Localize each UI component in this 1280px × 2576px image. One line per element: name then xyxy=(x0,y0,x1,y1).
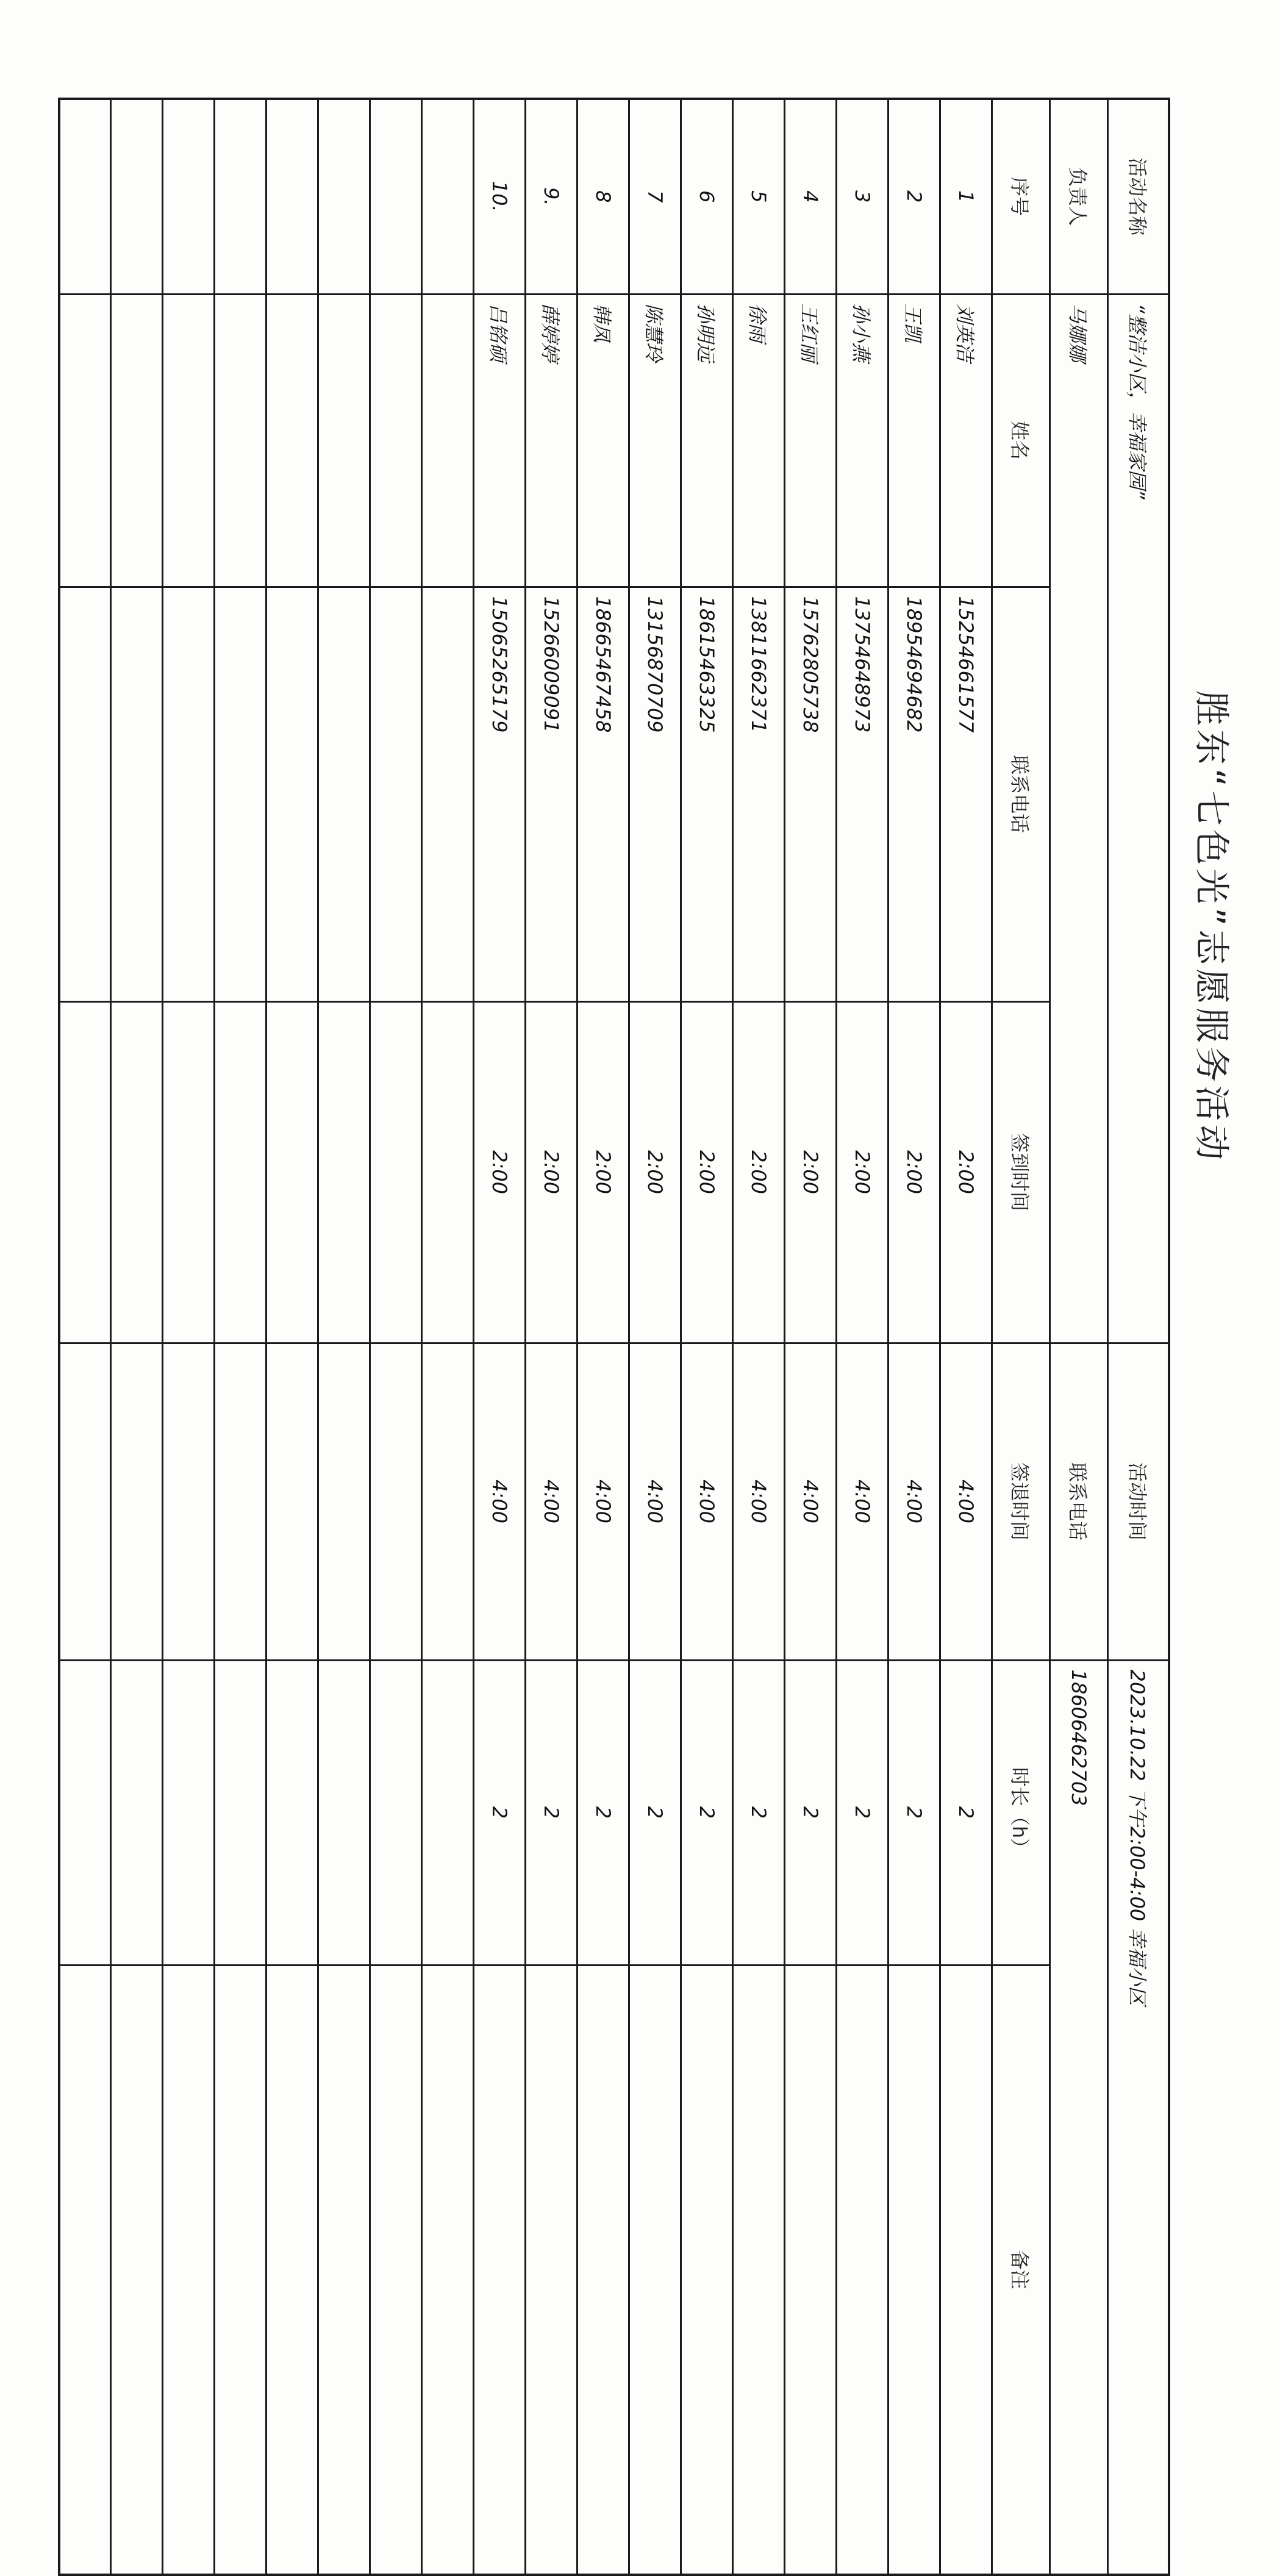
table-row xyxy=(940,99,992,2575)
remark xyxy=(526,1965,577,2575)
leader-label: 负责人 xyxy=(1050,99,1108,294)
signin-time: 2:00 xyxy=(837,1001,888,1343)
remark xyxy=(370,1965,422,2575)
participant-name xyxy=(111,294,163,587)
remark xyxy=(940,1965,992,2575)
row-number: 6 xyxy=(681,99,733,294)
table-row xyxy=(59,99,111,2575)
remark xyxy=(474,1965,526,2575)
row-number: 9. xyxy=(526,99,577,294)
duration-hours xyxy=(370,1660,422,1965)
participant-phone: 15762805738 xyxy=(785,587,837,1001)
col-header: 签到时间 xyxy=(992,1001,1050,1343)
table-row xyxy=(422,99,474,2575)
participant-phone: 15266009091 xyxy=(526,587,577,1001)
signout-time xyxy=(318,1343,370,1660)
participant-name: 刘英洁 xyxy=(940,294,992,587)
participant-name: 陈慧玲 xyxy=(629,294,681,587)
signout-time xyxy=(266,1343,318,1660)
signout-time: 4:00 xyxy=(474,1343,526,1660)
participant-name: 王凯 xyxy=(888,294,940,587)
participant-name xyxy=(370,294,422,587)
signin-time xyxy=(59,1001,111,1343)
signout-time: 4:00 xyxy=(629,1343,681,1660)
remark xyxy=(888,1965,940,2575)
signin-time: 2:00 xyxy=(940,1001,992,1343)
activity-name: “整洁小区，幸福家园” xyxy=(1108,294,1169,1343)
table-row xyxy=(526,99,577,2575)
info-row-activity xyxy=(1108,99,1169,2575)
signin-time xyxy=(422,1001,474,1343)
row-number xyxy=(163,99,215,294)
duration-hours xyxy=(163,1660,215,1965)
participant-name xyxy=(59,294,111,587)
remark xyxy=(111,1965,163,2575)
remark xyxy=(785,1965,837,2575)
table-row xyxy=(474,99,526,2575)
col-header: 签退时间 xyxy=(992,1343,1050,1660)
participant-phone: 18954694682 xyxy=(888,587,940,1001)
signin-time xyxy=(266,1001,318,1343)
row-number xyxy=(111,99,163,294)
participant-name: 薛婷婷 xyxy=(526,294,577,587)
table-row xyxy=(215,99,266,2575)
remark xyxy=(318,1965,370,2575)
participant-name xyxy=(422,294,474,587)
signout-time: 4:00 xyxy=(940,1343,992,1660)
remark xyxy=(837,1965,888,2575)
signin-time: 2:00 xyxy=(733,1001,785,1343)
signin-time xyxy=(370,1001,422,1343)
signout-time xyxy=(163,1343,215,1660)
row-number xyxy=(422,99,474,294)
participant-name: 韩凤 xyxy=(577,294,629,587)
participant-name xyxy=(266,294,318,587)
participant-phone xyxy=(370,587,422,1001)
signin-time: 2:00 xyxy=(888,1001,940,1343)
signin-time xyxy=(163,1001,215,1343)
participant-name: 吕铭硕 xyxy=(474,294,526,587)
participant-phone: 13156870709 xyxy=(629,587,681,1001)
participant-rows xyxy=(59,99,992,2575)
remark xyxy=(681,1965,733,2575)
remark xyxy=(629,1965,681,2575)
row-number xyxy=(318,99,370,294)
participant-phone xyxy=(111,587,163,1001)
volunteer-signin-sheet xyxy=(121,98,1232,2289)
col-header: 联系电话 xyxy=(992,587,1050,1001)
row-number: 8 xyxy=(577,99,629,294)
participant-phone xyxy=(318,587,370,1001)
participant-phone: 13754648973 xyxy=(837,587,888,1001)
duration-hours: 2 xyxy=(940,1660,992,1965)
table-row xyxy=(629,99,681,2575)
row-number: 10. xyxy=(474,99,526,294)
duration-hours xyxy=(266,1660,318,1965)
participant-phone: 18615463325 xyxy=(681,587,733,1001)
participant-name xyxy=(215,294,266,587)
duration-hours: 2 xyxy=(733,1660,785,1965)
signin-time: 2:00 xyxy=(526,1001,577,1343)
row-number: 2 xyxy=(888,99,940,294)
signout-time: 4:00 xyxy=(837,1343,888,1660)
duration-hours: 2 xyxy=(577,1660,629,1965)
remark xyxy=(733,1965,785,2575)
duration-hours xyxy=(422,1660,474,1965)
table-row xyxy=(163,99,215,2575)
row-number xyxy=(370,99,422,294)
sheet-title: 胜东“七色光”志愿服务活动 xyxy=(1191,690,1232,1164)
signout-time xyxy=(59,1343,111,1660)
signout-time: 4:00 xyxy=(577,1343,629,1660)
remark xyxy=(215,1965,266,2575)
participant-phone xyxy=(163,587,215,1001)
col-header: 时长（h） xyxy=(992,1660,1050,1965)
table-row xyxy=(370,99,422,2575)
table-row xyxy=(785,99,837,2575)
leader-phone: 18606462703 xyxy=(1050,1660,1108,2575)
remark xyxy=(163,1965,215,2575)
signout-time: 4:00 xyxy=(785,1343,837,1660)
row-number xyxy=(59,99,111,294)
participant-name: 孙小燕 xyxy=(837,294,888,587)
remark xyxy=(59,1965,111,2575)
col-header: 备注 xyxy=(992,1965,1050,2575)
info-row-leader xyxy=(1050,99,1108,2575)
participant-phone xyxy=(266,587,318,1001)
row-number xyxy=(266,99,318,294)
row-number: 3 xyxy=(837,99,888,294)
participant-phone xyxy=(59,587,111,1001)
remark xyxy=(577,1965,629,2575)
participant-phone: 18665467458 xyxy=(577,587,629,1001)
participant-phone: 13811662371 xyxy=(733,587,785,1001)
remark xyxy=(266,1965,318,2575)
duration-hours: 2 xyxy=(526,1660,577,1965)
signin-time xyxy=(111,1001,163,1343)
signin-time: 2:00 xyxy=(681,1001,733,1343)
duration-hours xyxy=(111,1660,163,1965)
participant-phone: 15254661577 xyxy=(940,587,992,1001)
column-header-row xyxy=(992,99,1050,2575)
signout-time xyxy=(215,1343,266,1660)
signin-table xyxy=(58,98,1170,2576)
signout-time xyxy=(422,1343,474,1660)
duration-hours xyxy=(215,1660,266,1965)
table-row xyxy=(577,99,629,2575)
duration-hours: 2 xyxy=(681,1660,733,1965)
table-row xyxy=(733,99,785,2575)
table-row xyxy=(837,99,888,2575)
duration-hours: 2 xyxy=(888,1660,940,1965)
row-number xyxy=(215,99,266,294)
participant-name xyxy=(163,294,215,587)
signout-time xyxy=(370,1343,422,1660)
row-number: 4 xyxy=(785,99,837,294)
participant-phone xyxy=(422,587,474,1001)
participant-phone: 15065265179 xyxy=(474,587,526,1001)
col-header: 序号 xyxy=(992,99,1050,294)
signin-time: 2:00 xyxy=(474,1001,526,1343)
row-number: 7 xyxy=(629,99,681,294)
signout-time: 4:00 xyxy=(526,1343,577,1660)
participant-name: 孙明远 xyxy=(681,294,733,587)
table-row xyxy=(681,99,733,2575)
duration-hours xyxy=(318,1660,370,1965)
leader-phone-label: 联系电话 xyxy=(1050,1343,1108,1660)
activity-name-label: 活动名称 xyxy=(1108,99,1169,294)
table-row xyxy=(318,99,370,2575)
duration-hours: 2 xyxy=(785,1660,837,1965)
duration-hours xyxy=(59,1660,111,1965)
participant-name: 王红丽 xyxy=(785,294,837,587)
signout-time: 4:00 xyxy=(888,1343,940,1660)
signin-time xyxy=(318,1001,370,1343)
signout-time: 4:00 xyxy=(733,1343,785,1660)
remark xyxy=(422,1965,474,2575)
table-row xyxy=(888,99,940,2575)
row-number: 5 xyxy=(733,99,785,294)
participant-phone xyxy=(215,587,266,1001)
col-header: 姓名 xyxy=(992,294,1050,587)
signin-time xyxy=(215,1001,266,1343)
duration-hours: 2 xyxy=(629,1660,681,1965)
table-row xyxy=(111,99,163,2575)
table-row xyxy=(266,99,318,2575)
signout-time: 4:00 xyxy=(681,1343,733,1660)
signin-time: 2:00 xyxy=(577,1001,629,1343)
activity-time: 2023.10.22 下午2:00-4:00 幸福小区 xyxy=(1108,1660,1169,2575)
participant-name xyxy=(318,294,370,587)
duration-hours: 2 xyxy=(474,1660,526,1965)
signin-time: 2:00 xyxy=(629,1001,681,1343)
row-number: 1 xyxy=(940,99,992,294)
signin-time: 2:00 xyxy=(785,1001,837,1343)
activity-time-label: 活动时间 xyxy=(1108,1343,1169,1660)
leader-name: 马娜娜 xyxy=(1050,294,1108,1343)
duration-hours: 2 xyxy=(837,1660,888,1965)
participant-name: 徐雨 xyxy=(733,294,785,587)
signout-time xyxy=(111,1343,163,1660)
